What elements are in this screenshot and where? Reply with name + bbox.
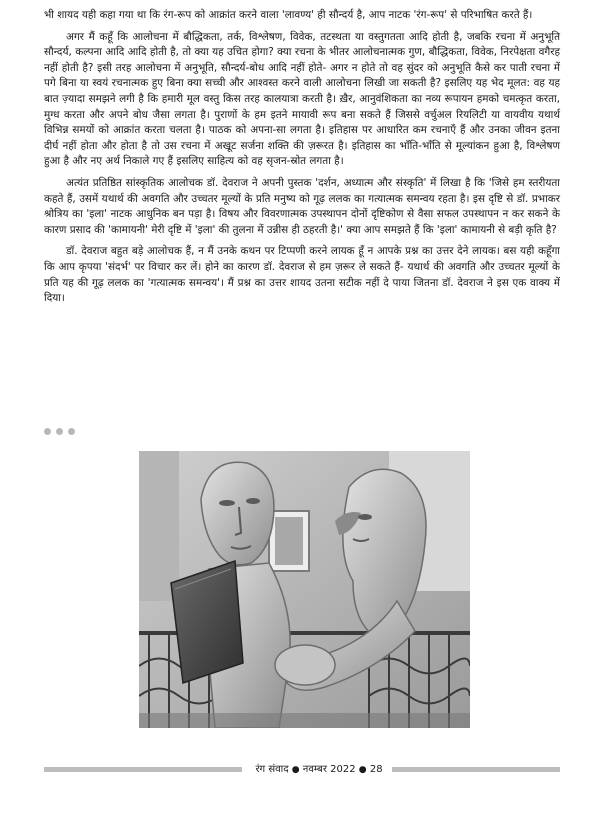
- publication-name: रंग संवाद: [255, 764, 289, 775]
- paragraph-3: अत्यंत प्रतिष्ठित सांस्कृतिक आलोचक डॉ. देवराज ने अपनी पुस्तक 'दर्शन, अध्यात्म और संस्कृति' में लिखा है कि 'जिसे हम स्तरीयता कहते हैं, उसमें यथार्थ की अवगति और उच्चतर मूल्यों के प्रति मनुष्य को गूढ़ ललक का गत्यात्मक समन्वय रहता है। इस दृष्टि से डॉ. प्रभाकर श्रोत्रिय का 'इला' नाटक आधुनिक बन पड़ा है। विषय और विवरणात्मक उपस्थापन दोनों दृष्टिकोण से वैसा सफल उपस्थापन न कर सकने के कारण प्रसाद की 'कामायनी' मेरी दृष्टि में 'इला' की तुलना में उन्नीस ही ठहरती है।' क्या आप समझते हैं कि 'इला' कामायनी से बड़ी कृति है?: [44, 176, 560, 236]
- divider-dot: [44, 428, 51, 435]
- page-number: 28: [369, 764, 383, 775]
- article-body: [44, 8, 560, 313]
- sculpture-photo: [139, 451, 470, 728]
- page-footer: [44, 762, 560, 778]
- divider-dot: [68, 428, 75, 435]
- bullet-icon: ●: [358, 765, 367, 775]
- sculpture-illustration: [139, 451, 470, 728]
- bullet-icon: ●: [291, 765, 300, 775]
- paragraph-2: अगर मैं कहूँ कि आलोचना में बौद्धिकता, तर्क, विश्लेषण, विवेक, तटस्थता या वस्तुगतता आदि होती है, जबकि रचना में अनुभूति सौन्दर्य, कल्पना आदि आदि होती है, तो क्या यह उचित होगा? क्या रचना के भीतर आलोचनात्मक गुण, बौद्धिकता, विवेक, निरपेक्षता वगैरह नहीं होती है? इसी तरह आलोचना में अनुभूति, सौन्दर्य-बोध आदि नहीं होते- अगर न होते तो वह सुंदर को अनुभूति कैसे कर पाती रचना में पगे बिना या स्वयं रचनात्मक हुए बिना क्या सच्ची और आश्वस्त करने वाली आलोचना लिखी जा सकती है? इसलिए यह भेद मूलत: वह यह बात ज़्यादा समझने लगी है कि हमारी मूल वस्तु किस तरह कालयात्रा करती है। ख़ैर, आनुवंशिकता का नव्य रूपायन हमको चमत्कृत करता, मुग्ध करता और अपने बोध जैसा लगता है। पुराणों के हम इतने मायावी रूप बना सकते हैं जिससे वर्चुअल रियलिटी या वायवीय यथार्थ विभिन्न समयों को आक्रांत करता चलता है। पाठक को अपना-सा लगता है। इतिहास पर आधारित कम रचनाएँ हैं और उनका जीवन इतना दीर्घ नहीं होता और होता है तो उस रचना में अखूट सर्जना शक्ति की ज़रूरत है। इतिहास का भाँति-भाँति से मूल्यांकन हुआ है, विश्लेषण हुआ है और नए अर्थ निकाले गए हैं इसलिए साहित्य को वह सृजन-स्रोत लगता है।: [44, 30, 560, 168]
- divider-dot: [56, 428, 63, 435]
- section-divider-dots: [44, 428, 75, 435]
- footer-rule-left: [44, 767, 242, 772]
- paragraph-1: भी शायद यही कहा गया था कि रंग-रूप को आक्रांत करने वाला 'लावण्य' ही सौन्दर्य है, आप नाटक 'रंग-रूप' से परिभाषित करते हैं।: [44, 9, 533, 21]
- footer-publication-info: [244, 762, 394, 778]
- paragraph-4: डॉ. देवराज बहुत बड़े आलोचक हैं, न मैं उनके कथन पर टिप्पणी करने लायक हूँ न आपके प्रश्न का उत्तर देने लायक। बस यही कहूँगा कि आप कृपया 'संदर्भ' पर विचार कर लें। होने का कारण डॉ. देवराज से हम ज़रूर ले सकते हैं- यथार्थ की अवगति और उच्चतर मूल्यों के प्रति यह की गूढ़ ललक का 'गत्यात्मक समन्वय'। मैं प्रश्न का उत्तर शायद उतना सटीक नहीं दे पाया जितना डॉ. देवराज ने इस एक वाक्य में दिया।: [44, 245, 560, 305]
- footer-rule-right: [392, 767, 560, 772]
- issue-date: नवम्बर 2022: [302, 764, 356, 775]
